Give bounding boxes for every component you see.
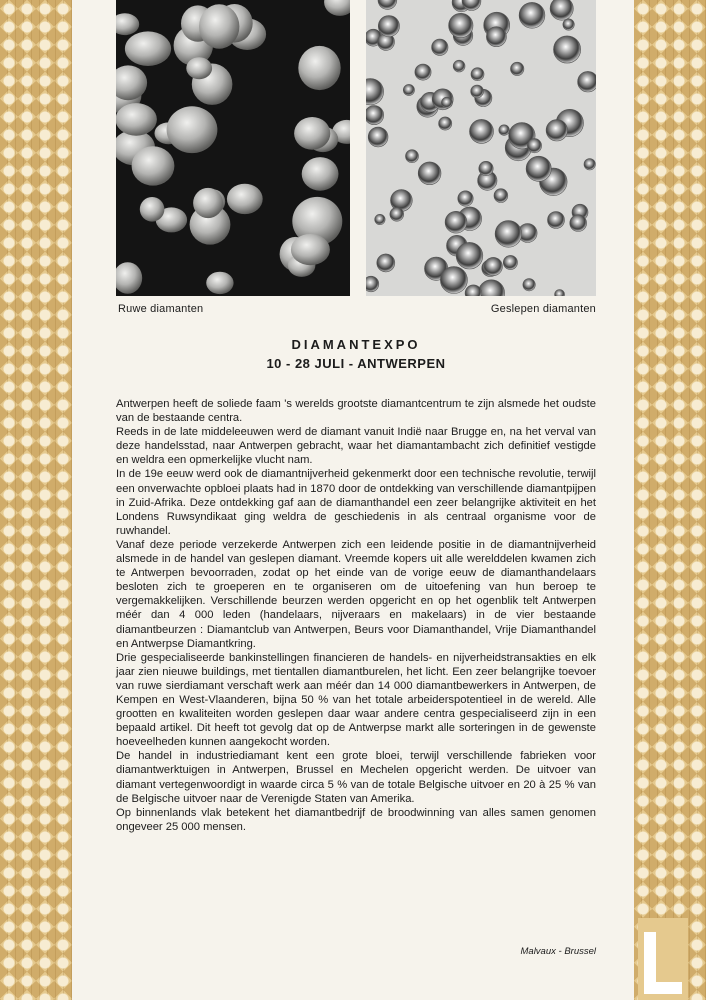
rough-diamond-shape xyxy=(324,0,350,16)
cut-diamond-shape xyxy=(554,36,581,63)
article-body xyxy=(116,397,596,834)
cut-diamond-shape xyxy=(440,267,467,294)
cut-diamond-shape xyxy=(495,221,522,248)
cut-diamond-shape xyxy=(503,255,517,269)
cut-diamond-shape xyxy=(390,207,404,221)
cut-diamond-shape xyxy=(526,156,551,181)
rough-diamond-shape xyxy=(116,103,157,136)
cut-diamond-shape xyxy=(432,39,448,55)
rough-diamond-shape xyxy=(298,46,340,90)
cut-diamond-shape xyxy=(375,214,385,224)
rough-diamond-shape xyxy=(167,106,218,153)
cut-diamond-shape xyxy=(418,162,441,185)
rough-diamond-shape xyxy=(193,188,223,218)
cut-diamond-shape xyxy=(494,189,508,203)
rough-diamond-shape xyxy=(186,57,212,79)
cut-diamond-shape xyxy=(484,257,502,275)
cut-diamond-shape xyxy=(378,16,399,37)
rough-diamonds-caption: Ruwe diamanten xyxy=(118,303,204,315)
cut-diamond-shape xyxy=(465,285,482,296)
cut-diamond-shape xyxy=(441,97,452,108)
cut-diamonds-caption: Geslepen diamanten xyxy=(490,303,596,315)
cut-diamond-shape xyxy=(584,159,595,170)
rough-diamond-shape xyxy=(125,31,171,66)
decorative-border-left xyxy=(0,0,72,1000)
rough-diamond-shape xyxy=(140,197,165,222)
rough-diamond-shape xyxy=(116,262,142,294)
rough-diamond-shape xyxy=(294,117,330,150)
paragraph: Reeds in de late middeleeuwen werd de diamant vanuit Indië naar Brugge en, na het verval van deze handelsstad, naar Antwerpen gebracht, waar het diamantambacht zich definitief vestigde en weldra een opmerkelijke vlucht nam. xyxy=(116,426,596,467)
decorative-border-right xyxy=(634,0,706,1000)
paragraph: Vanaf deze periode verzekerde Antwerpen zich een leidende positie in de diamantnijverheid alsmede in de handel van geslepen diamant. Vreemde kopers uit alle werelddelen kwamen zich te Antwerpen bevoorraden, zodat op het einde van de vorige eeuw de diamanthandelaars besloten zich te groeperen en te organiseren om de uitoefening van hun beroep te vergemakkelijken. Verschillende beurzen werden opgericht en op het ogenblik telt Antwerpen méér dan 4 000 leden (handelaars, nijveraars en makelaars) in de vier bestaande diamantbeurzen : Diamantclub van Antwerpen, Beurs voor Diamanthandel, Vrije Diamanthandel en Antwerpse Diamantkring. xyxy=(116,538,596,650)
cut-diamond-shape xyxy=(449,13,473,37)
cut-diamond-shape xyxy=(378,0,397,9)
cut-diamond-shape xyxy=(403,84,414,95)
paragraph: De handel in industriediamant kent een grote bloei, terwijl verschillende fabrieken voor diamantwerktuigen in Antwerpen, Brussel en Mechelen opgericht werden. De uitvoer van diamant vertegenwoordigt in waarde circa 5 % van de totale Belgische uitvoer en 20 à 25 % van de Belgische uitvoer naar de Verenigde Staten van Amerika. xyxy=(116,750,596,805)
cut-diamond-shape xyxy=(415,64,431,80)
cut-diamond-shape xyxy=(479,161,493,175)
page-subtitle: 10 - 28 JULI - ANTWERPEN xyxy=(266,356,446,371)
rough-diamond-shape xyxy=(199,4,239,48)
cut-diamond-shape xyxy=(555,290,565,297)
cut-diamond-shape xyxy=(377,254,395,272)
cut-diamond-shape xyxy=(550,0,573,20)
cut-diamond-shape xyxy=(456,242,483,269)
cut-diamond-shape xyxy=(453,60,465,72)
cut-diamonds-photo xyxy=(366,0,596,296)
rough-diamond-shape xyxy=(116,13,139,35)
cut-diamond-shape xyxy=(499,125,510,136)
page-title: DIAMANTEXPO xyxy=(291,337,421,352)
rough-diamond-shape xyxy=(291,234,330,265)
cut-diamond-shape xyxy=(470,119,494,143)
cut-diamond-shape xyxy=(368,127,388,147)
cut-diamond-shape xyxy=(406,150,419,163)
cut-diamond-shape xyxy=(511,62,524,75)
paragraph: Op binnenlands vlak betekent het diamantbedrijf de broodwinning van alles samen genomen ongeveer 25 000 mensen. xyxy=(116,806,596,833)
cut-diamond-shape xyxy=(458,191,473,206)
rough-diamond-shape xyxy=(116,65,147,100)
rough-diamond-shape xyxy=(302,157,339,191)
cut-diamond-shape xyxy=(546,120,567,141)
paragraph: Antwerpen heeft de soliede faam 's werelds grootste diamantcentrum te zijn alsmede het oudste van de bestaande centra. xyxy=(116,398,596,425)
cut-diamond-shape xyxy=(366,106,384,125)
cut-diamond-shape xyxy=(471,85,484,98)
cut-diamond-shape xyxy=(570,215,587,232)
corner-mark-icon xyxy=(638,918,688,1000)
printer-credit: Malvaux - Brussel xyxy=(520,946,596,957)
cut-diamond-shape xyxy=(523,279,535,291)
cut-diamond-shape xyxy=(478,280,504,296)
rough-diamonds-photo xyxy=(116,0,350,296)
cut-diamond-shape xyxy=(548,212,565,229)
rough-diamond-shape xyxy=(227,184,263,214)
cut-diamond-shape xyxy=(486,27,506,47)
rough-diamond-shape xyxy=(132,146,175,185)
cut-diamond-shape xyxy=(519,2,545,28)
cut-diamond-shape xyxy=(578,71,596,92)
cut-diamond-shape xyxy=(445,211,467,233)
paragraph: In de 19e eeuw werd ook de diamantnijverheid gekenmerkt door een technische revolutie, terwijl een onverwachte opbloei plaats had in 1870 door de ontdekking van verschillende diamantpijpen in Zuid-Afrika. Deze ontdekking gaf aan de diamanthandel een zeer belangrijke aktiviteit en het Londens Ruwsyndikaat ging weldra de geschiedenis in als centraal organisme voor de ruwhandel. xyxy=(116,468,596,537)
cut-diamond-shape xyxy=(527,139,541,153)
paragraph: Drie gespecialiseerde bankinstellingen financieren de handels- en nijverheidstransakties en elk jaar zien nieuwe buildings, met tientallen diamantburelen, het licht. Een zeer belangrijke toevoer van ruwe sierdiamant verschaft werk aan méér dan 14 000 diamantbewerkers in Antwerpen, de Kempen en West-Vlaanderen, bijna 50 % van het totale arbeiderspotentieel in de wereld. Alle grootten en kwaliteiten worden geslepen daar waar andere centra gespecialiseerd zijn in een bepaald artikel. Dit heeft tot gevolg dat op de Antwerpse markt alle sorteringen in de gewenste hoeveelheden kunnen aangekocht worden. xyxy=(116,651,596,749)
rough-diamond-shape xyxy=(206,272,233,294)
cut-diamond-shape xyxy=(439,117,452,130)
cut-diamond-shape xyxy=(471,68,484,81)
cut-diamond-shape xyxy=(563,19,574,30)
cut-diamond-shape xyxy=(366,79,384,105)
cut-diamond-shape xyxy=(366,276,379,292)
